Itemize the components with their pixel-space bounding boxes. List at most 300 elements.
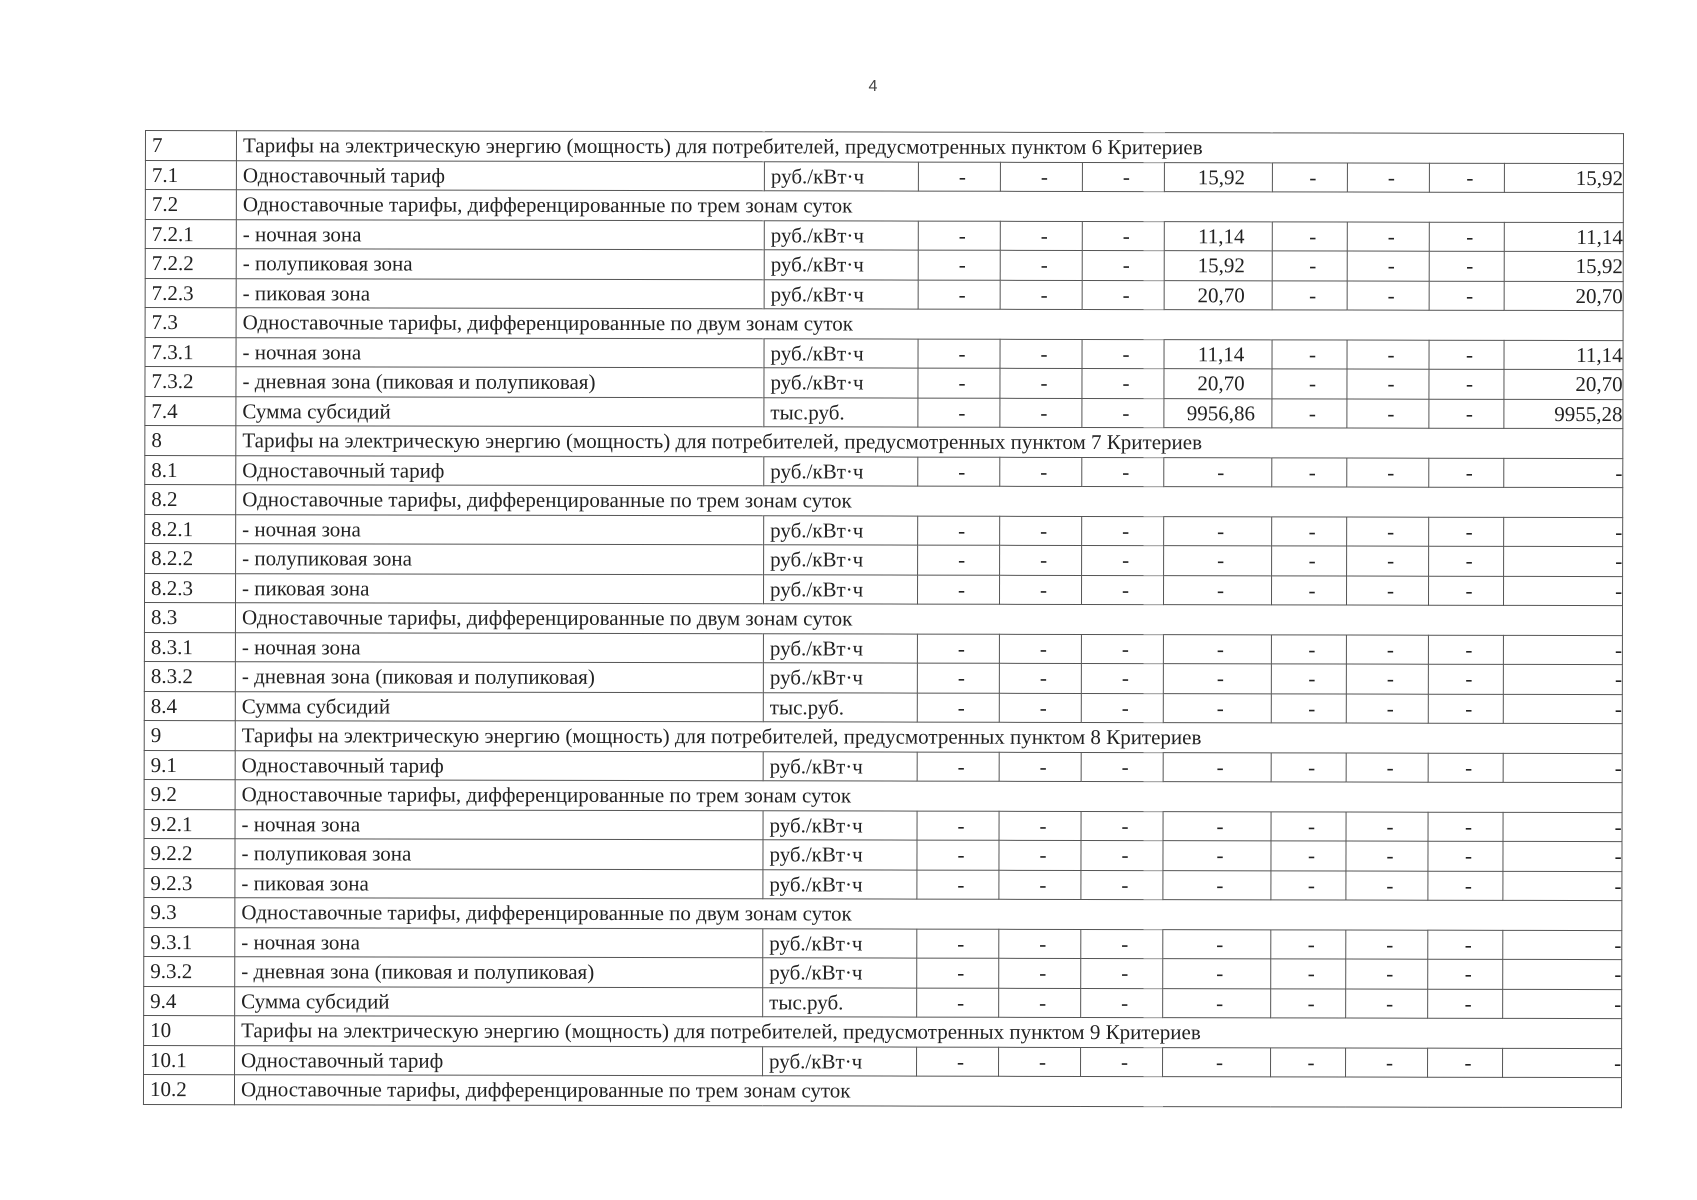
value-cell: -: [1346, 1048, 1428, 1078]
value-cell: -: [918, 339, 1000, 369]
value-cell: -: [1272, 339, 1347, 369]
value-cell: -: [1271, 841, 1346, 871]
row-number: 8.3.2: [144, 661, 235, 691]
value-cell: -: [1347, 222, 1429, 252]
row-number: 8.2.3: [145, 573, 236, 603]
section-title: Одноставочные тарифы, дифференцированные по двум зонам суток: [235, 603, 1622, 635]
unit-cell: тыс.руб.: [763, 987, 917, 1017]
value-cell: -: [1429, 458, 1504, 488]
value-cell: -: [1000, 162, 1082, 192]
tariff-name: - дневная зона (пиковая и полупиковая): [235, 957, 763, 988]
table-row: [144, 691, 1622, 724]
value-cell: -: [1346, 841, 1428, 871]
row-number: 7.2: [145, 190, 236, 220]
value-cell: -: [1082, 457, 1164, 487]
value-cell: -: [1082, 398, 1164, 428]
value-cell: -: [1271, 988, 1346, 1018]
row-number: 8.4: [144, 691, 235, 721]
unit-cell: руб./кВт·ч: [763, 663, 917, 693]
row-number: 7.4: [145, 396, 236, 426]
table-row: [144, 838, 1622, 871]
unit-cell: тыс.руб.: [764, 397, 918, 427]
row-number: 10.1: [144, 1045, 235, 1075]
unit-cell: руб./кВт·ч: [763, 840, 917, 870]
value-cell: -: [1081, 693, 1163, 723]
value-cell: -: [999, 752, 1081, 782]
value-cell: -: [1503, 1048, 1622, 1078]
value-cell: -: [1000, 545, 1082, 575]
tariff-name: - дневная зона (пиковая и полупиковая): [236, 367, 764, 398]
row-number: 7.1: [145, 160, 236, 190]
unit-cell: руб./кВт·ч: [763, 869, 917, 899]
unit-cell: руб./кВт·ч: [764, 220, 918, 250]
value-cell: -: [999, 811, 1081, 841]
value-cell: -: [1346, 871, 1428, 901]
value-cell: 11,14: [1164, 221, 1272, 251]
row-number: 7.3: [145, 308, 236, 338]
value-cell: -: [1347, 517, 1429, 547]
value-cell: -: [1272, 221, 1347, 251]
value-cell: -: [1504, 458, 1623, 488]
value-cell: -: [1000, 575, 1082, 605]
value-cell: -: [1504, 517, 1623, 547]
tariff-name: Сумма субсидий: [235, 691, 763, 722]
unit-cell: руб./кВт·ч: [764, 279, 918, 309]
section-title: Тарифы на электрическую энергию (мощность) для потребителей, предусмотренных пунктом 8 Критериев: [235, 721, 1622, 753]
value-cell: -: [1428, 694, 1503, 724]
section-header-row: [145, 485, 1623, 518]
value-cell: -: [1272, 162, 1347, 192]
value-cell: -: [1163, 988, 1271, 1018]
row-number: 9.1: [144, 750, 235, 780]
value-cell: -: [999, 634, 1081, 664]
value-cell: -: [1429, 163, 1504, 193]
row-number: 9.2.2: [144, 838, 235, 868]
section-header-row: [145, 426, 1623, 459]
value-cell: -: [1164, 457, 1272, 487]
value-cell: -: [1081, 840, 1163, 870]
value-cell: 9955,28: [1504, 399, 1623, 429]
section-header-row: [143, 1074, 1621, 1107]
value-cell: -: [1082, 339, 1164, 369]
value-cell: -: [917, 634, 999, 664]
value-cell: 20,70: [1504, 281, 1623, 311]
tariff-name: - пиковая зона: [236, 278, 764, 309]
row-number: 7: [145, 131, 236, 161]
section-title: Одноставочные тарифы, дифференцированные по двум зонам суток: [235, 898, 1622, 930]
value-cell: -: [1000, 221, 1082, 251]
value-cell: -: [1000, 398, 1082, 428]
value-cell: -: [1428, 989, 1503, 1019]
section-header-row: [144, 1015, 1622, 1048]
value-cell: -: [1000, 280, 1082, 310]
value-cell: 20,70: [1164, 369, 1272, 399]
row-number: 7.2.2: [145, 249, 236, 279]
value-cell: -: [918, 162, 1000, 192]
value-cell: -: [1346, 694, 1428, 724]
value-cell: -: [1081, 752, 1163, 782]
value-cell: -: [1082, 162, 1164, 192]
value-cell: -: [1347, 163, 1429, 193]
section-header-row: [144, 720, 1622, 753]
value-cell: -: [1271, 693, 1346, 723]
tariff-name: Одноставочный тариф: [236, 455, 764, 486]
section-title: Тарифы на электрическую энергию (мощность) для потребителей, предусмотренных пунктом 6 Критериев: [236, 131, 1623, 163]
unit-cell: руб./кВт·ч: [763, 633, 917, 663]
table-row: [145, 278, 1623, 311]
row-number: 7.3.2: [145, 367, 236, 397]
section-header-row: [145, 308, 1623, 341]
value-cell: -: [918, 545, 1000, 575]
value-cell: -: [1163, 634, 1271, 664]
value-cell: -: [1163, 929, 1271, 959]
section-title: Одноставочные тарифы, дифференцированные по трем зонам суток: [235, 780, 1622, 812]
value-cell: -: [1272, 457, 1347, 487]
value-cell: -: [1271, 959, 1346, 989]
unit-cell: руб./кВт·ч: [764, 338, 918, 368]
unit-cell: руб./кВт·ч: [763, 928, 917, 958]
row-number: 8.2.2: [145, 544, 236, 574]
value-cell: -: [1272, 516, 1347, 546]
tariff-table: [143, 130, 1624, 1108]
value-cell: -: [1271, 811, 1346, 841]
value-cell: -: [1346, 812, 1428, 842]
value-cell: -: [1428, 841, 1503, 871]
value-cell: -: [1272, 251, 1347, 281]
tariff-name: - пиковая зона: [236, 573, 764, 604]
value-cell: -: [1346, 635, 1428, 665]
table-row: [145, 544, 1623, 577]
value-cell: -: [1163, 841, 1271, 871]
value-cell: -: [917, 693, 999, 723]
value-cell: -: [999, 958, 1081, 988]
table-row: [144, 868, 1622, 901]
section-header-row: [145, 131, 1623, 164]
value-cell: -: [1428, 1048, 1503, 1078]
row-number: 8.1: [145, 455, 236, 485]
row-number: 8: [145, 426, 236, 456]
value-cell: -: [1429, 369, 1504, 399]
table-row: [145, 455, 1623, 488]
value-cell: -: [999, 929, 1081, 959]
value-cell: -: [1347, 340, 1429, 370]
value-cell: -: [1347, 576, 1429, 606]
value-cell: -: [1082, 250, 1164, 280]
row-number: 8.2: [145, 485, 236, 515]
value-cell: -: [999, 870, 1081, 900]
value-cell: 11,14: [1164, 339, 1272, 369]
row-number: 9.2: [144, 779, 235, 809]
value-cell: -: [1163, 811, 1271, 841]
tariff-name: - ночная зона: [235, 927, 763, 958]
value-cell: -: [1346, 989, 1428, 1019]
section-header-row: [144, 897, 1622, 930]
value-cell: -: [1272, 546, 1347, 576]
value-cell: -: [1164, 516, 1272, 546]
value-cell: -: [999, 693, 1081, 723]
value-cell: -: [1082, 516, 1164, 546]
value-cell: -: [1000, 250, 1082, 280]
value-cell: 15,92: [1504, 251, 1623, 281]
row-number: 8.2.1: [145, 514, 236, 544]
value-cell: -: [917, 870, 999, 900]
tariff-name: - ночная зона: [236, 514, 764, 545]
value-cell: -: [1503, 989, 1622, 1019]
tariff-name: Сумма субсидий: [235, 986, 763, 1017]
value-cell: -: [1082, 575, 1164, 605]
value-cell: -: [1346, 930, 1428, 960]
row-number: 9.3.2: [144, 956, 235, 986]
value-cell: -: [1503, 959, 1622, 989]
value-cell: -: [1428, 871, 1503, 901]
table-row: [144, 1045, 1622, 1078]
value-cell: -: [917, 811, 999, 841]
value-cell: 15,92: [1164, 251, 1272, 281]
value-cell: -: [1428, 812, 1503, 842]
row-number: 10: [144, 1015, 235, 1045]
value-cell: -: [1428, 753, 1503, 783]
row-number: 9.2.3: [144, 868, 235, 898]
table-row: [145, 367, 1623, 400]
value-cell: -: [1503, 694, 1622, 724]
value-cell: -: [1000, 368, 1082, 398]
value-cell: -: [1503, 841, 1622, 871]
unit-cell: руб./кВт·ч: [763, 958, 917, 988]
value-cell: -: [999, 663, 1081, 693]
value-cell: -: [1081, 634, 1163, 664]
value-cell: -: [1081, 958, 1163, 988]
value-cell: -: [1163, 959, 1271, 989]
value-cell: -: [999, 988, 1081, 1018]
value-cell: -: [1503, 753, 1622, 783]
value-cell: -: [1000, 457, 1082, 487]
value-cell: -: [917, 988, 999, 1018]
value-cell: -: [1429, 517, 1504, 547]
value-cell: -: [1347, 546, 1429, 576]
value-cell: -: [917, 1047, 999, 1077]
value-cell: 20,70: [1504, 369, 1623, 399]
value-cell: -: [917, 752, 999, 782]
value-cell: -: [1503, 635, 1622, 665]
tariff-name: - полупиковая зона: [235, 839, 763, 870]
table-row: [145, 514, 1623, 547]
value-cell: -: [1163, 664, 1271, 694]
tariff-name: Сумма субсидий: [236, 396, 764, 427]
table-row: [144, 956, 1622, 989]
value-cell: -: [917, 663, 999, 693]
value-cell: -: [1082, 280, 1164, 310]
value-cell: -: [1428, 959, 1503, 989]
row-number: 9.4: [144, 986, 235, 1016]
tariff-name: - полупиковая зона: [236, 249, 764, 280]
value-cell: -: [1428, 930, 1503, 960]
value-cell: -: [918, 280, 1000, 310]
tariff-name: Одноставочный тариф: [235, 750, 763, 781]
row-number: 8.3.1: [144, 632, 235, 662]
value-cell: 20,70: [1164, 280, 1272, 310]
section-header-row: [144, 779, 1622, 812]
page-number: 4: [868, 78, 878, 95]
value-cell: -: [1271, 664, 1346, 694]
tariff-name: - пиковая зона: [235, 868, 763, 899]
value-cell: -: [1164, 546, 1272, 576]
value-cell: -: [918, 221, 1000, 251]
value-cell: -: [1163, 752, 1271, 782]
value-cell: -: [1429, 222, 1504, 252]
row-number: 9.3.1: [144, 927, 235, 957]
table-row: [144, 632, 1622, 665]
value-cell: -: [1272, 369, 1347, 399]
row-number: 8.3: [144, 603, 235, 633]
value-cell: -: [1082, 545, 1164, 575]
row-number: 9: [144, 720, 235, 750]
row-number: 9.2.1: [144, 809, 235, 839]
value-cell: -: [1081, 929, 1163, 959]
unit-cell: руб./кВт·ч: [764, 250, 918, 280]
unit-cell: руб./кВт·ч: [763, 810, 917, 840]
table-row: [145, 573, 1623, 606]
table-row: [145, 396, 1623, 429]
value-cell: -: [1163, 693, 1271, 723]
unit-cell: руб./кВт·ч: [763, 1046, 917, 1076]
tariff-name: - ночная зона: [236, 337, 764, 368]
section-title: Одноставочные тарифы, дифференцированные по двум зонам суток: [236, 308, 1623, 340]
value-cell: -: [1082, 368, 1164, 398]
value-cell: -: [1081, 988, 1163, 1018]
unit-cell: руб./кВт·ч: [764, 515, 918, 545]
row-number: 10.2: [143, 1074, 234, 1104]
section-title: Одноставочные тарифы, дифференцированные по трем зонам суток: [236, 485, 1623, 517]
value-cell: -: [1346, 664, 1428, 694]
tariff-name: - дневная зона (пиковая и полупиковая): [235, 662, 763, 693]
value-cell: -: [1081, 1047, 1163, 1077]
value-cell: -: [1082, 221, 1164, 251]
unit-cell: руб./кВт·ч: [763, 751, 917, 781]
row-number: 7.2.3: [145, 278, 236, 308]
value-cell: -: [918, 368, 1000, 398]
table-row: [145, 219, 1623, 252]
section-header-row: [145, 190, 1623, 223]
value-cell: -: [1272, 398, 1347, 428]
tariff-name: - ночная зона: [235, 632, 763, 663]
value-cell: -: [1081, 870, 1163, 900]
value-cell: -: [1429, 281, 1504, 311]
value-cell: -: [1347, 399, 1429, 429]
table-row: [144, 661, 1622, 694]
value-cell: -: [1428, 664, 1503, 694]
value-cell: -: [1504, 546, 1623, 576]
value-cell: 11,14: [1504, 340, 1623, 370]
table-row: [145, 160, 1623, 193]
value-cell: -: [1271, 752, 1346, 782]
value-cell: -: [1163, 1047, 1271, 1077]
value-cell: -: [917, 840, 999, 870]
tariff-name: Одноставочный тариф: [236, 160, 764, 191]
table-row: [144, 809, 1622, 842]
value-cell: -: [1503, 812, 1622, 842]
value-cell: -: [918, 575, 1000, 605]
section-title: Одноставочные тарифы, дифференцированные по трем зонам суток: [236, 190, 1623, 222]
table-row: [144, 750, 1622, 783]
value-cell: -: [1081, 663, 1163, 693]
table-body: [143, 131, 1623, 1108]
value-cell: -: [918, 398, 1000, 428]
value-cell: -: [1000, 339, 1082, 369]
value-cell: -: [1346, 959, 1428, 989]
value-cell: -: [918, 250, 1000, 280]
value-cell: 15,92: [1164, 162, 1272, 192]
unit-cell: руб./кВт·ч: [764, 161, 918, 191]
value-cell: -: [1272, 575, 1347, 605]
unit-cell: руб./кВт·ч: [764, 545, 918, 575]
value-cell: -: [1163, 870, 1271, 900]
value-cell: -: [918, 516, 1000, 546]
value-cell: -: [1347, 458, 1429, 488]
unit-cell: руб./кВт·ч: [764, 574, 918, 604]
value-cell: -: [1504, 576, 1623, 606]
unit-cell: руб./кВт·ч: [764, 368, 918, 398]
unit-cell: руб./кВт·ч: [764, 456, 918, 486]
value-cell: -: [1347, 251, 1429, 281]
section-title: Тарифы на электрическую энергию (мощность) для потребителей, предусмотренных пунктом 7 Критериев: [236, 426, 1623, 458]
section-title: Тарифы на электрическую энергию (мощность) для потребителей, предусмотренных пунктом 9 Критериев: [235, 1016, 1622, 1048]
value-cell: -: [1429, 546, 1504, 576]
value-cell: -: [1429, 251, 1504, 281]
value-cell: -: [999, 840, 1081, 870]
value-cell: -: [1272, 280, 1347, 310]
value-cell: -: [1347, 369, 1429, 399]
value-cell: -: [1164, 575, 1272, 605]
value-cell: -: [917, 929, 999, 959]
value-cell: -: [1081, 811, 1163, 841]
value-cell: 11,14: [1504, 222, 1623, 252]
tariff-name: - полупиковая зона: [236, 544, 764, 575]
value-cell: -: [1000, 516, 1082, 546]
value-cell: -: [917, 958, 999, 988]
value-cell: -: [1503, 930, 1622, 960]
value-cell: -: [918, 457, 1000, 487]
table-row: [145, 337, 1623, 370]
section-title: Одноставочные тарифы, дифференцированные по трем зонам суток: [234, 1075, 1621, 1107]
value-cell: -: [999, 1047, 1081, 1077]
value-cell: -: [1428, 635, 1503, 665]
value-cell: -: [1271, 929, 1346, 959]
value-cell: 9956,86: [1164, 398, 1272, 428]
tariff-name: - ночная зона: [236, 219, 764, 250]
table-row: [144, 986, 1622, 1019]
value-cell: -: [1429, 340, 1504, 370]
row-number: 9.3: [144, 897, 235, 927]
value-cell: -: [1429, 399, 1504, 429]
value-cell: -: [1503, 664, 1622, 694]
row-number: 7.2.1: [145, 219, 236, 249]
table-row: [144, 927, 1622, 960]
tariff-name: - ночная зона: [235, 809, 763, 840]
section-header-row: [144, 603, 1622, 636]
value-cell: -: [1503, 871, 1622, 901]
table-row: [145, 249, 1623, 282]
value-cell: -: [1271, 634, 1346, 664]
value-cell: -: [1429, 576, 1504, 606]
row-number: 7.3.1: [145, 337, 236, 367]
tariff-name: Одноставочный тариф: [235, 1045, 763, 1076]
value-cell: -: [1271, 870, 1346, 900]
value-cell: 15,92: [1504, 163, 1623, 193]
value-cell: -: [1271, 1047, 1346, 1077]
unit-cell: тыс.руб.: [763, 692, 917, 722]
value-cell: -: [1347, 281, 1429, 311]
value-cell: -: [1346, 753, 1428, 783]
